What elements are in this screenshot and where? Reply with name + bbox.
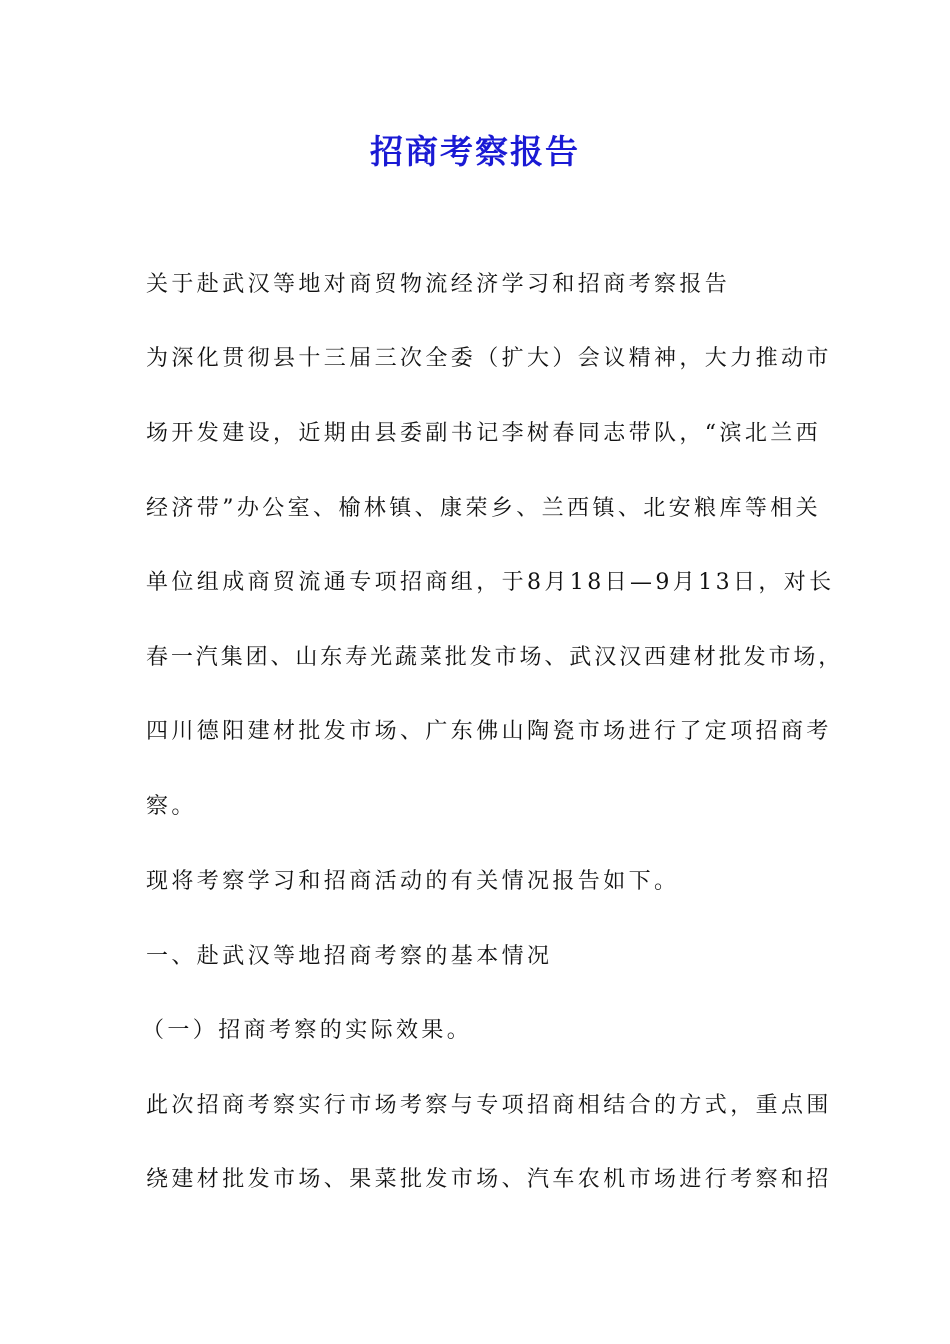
section-heading: 一、赴武汉等地招商考察的基本情况 <box>146 944 553 969</box>
body-line: 现将考察学习和招商活动的有关情况报告如下。 <box>146 869 680 894</box>
body-line: 察。 <box>146 794 197 819</box>
body-line: 此次招商考察实行市场考察与专项招商相结合的方式，重点围 <box>146 1093 832 1118</box>
body-line: 绕建材批发市场、果菜批发市场、汽车农机市场进行考察和招 <box>146 1167 832 1192</box>
document-title: 招商考察报告 <box>370 132 580 171</box>
subtitle-line: 关于赴武汉等地对商贸物流经济学习和招商考察报告 <box>146 272 731 297</box>
body-line: 经济带”办公室、榆林镇、康荣乡、兰西镇、北安粮库等相关 <box>146 496 822 521</box>
body-line: 场开发建设，近期由县委副书记李树春同志带队，“滨北兰西 <box>146 421 822 446</box>
body-line: 单位组成商贸流通专项招商组，于8月18日—9月13日，对长 <box>146 570 835 595</box>
body-line: 四川德阳建材批发市场、广东佛山陶瓷市场进行了定项招商考 <box>146 719 832 744</box>
body-line: 为深化贯彻县十三届三次全委（扩大）会议精神，大力推动市 <box>146 346 832 371</box>
body-line: 春一汽集团、山东寿光蔬菜批发市场、武汉汉西建材批发市场， <box>146 645 844 670</box>
subsection-heading: （一）招商考察的实际效果。 <box>142 1018 473 1043</box>
